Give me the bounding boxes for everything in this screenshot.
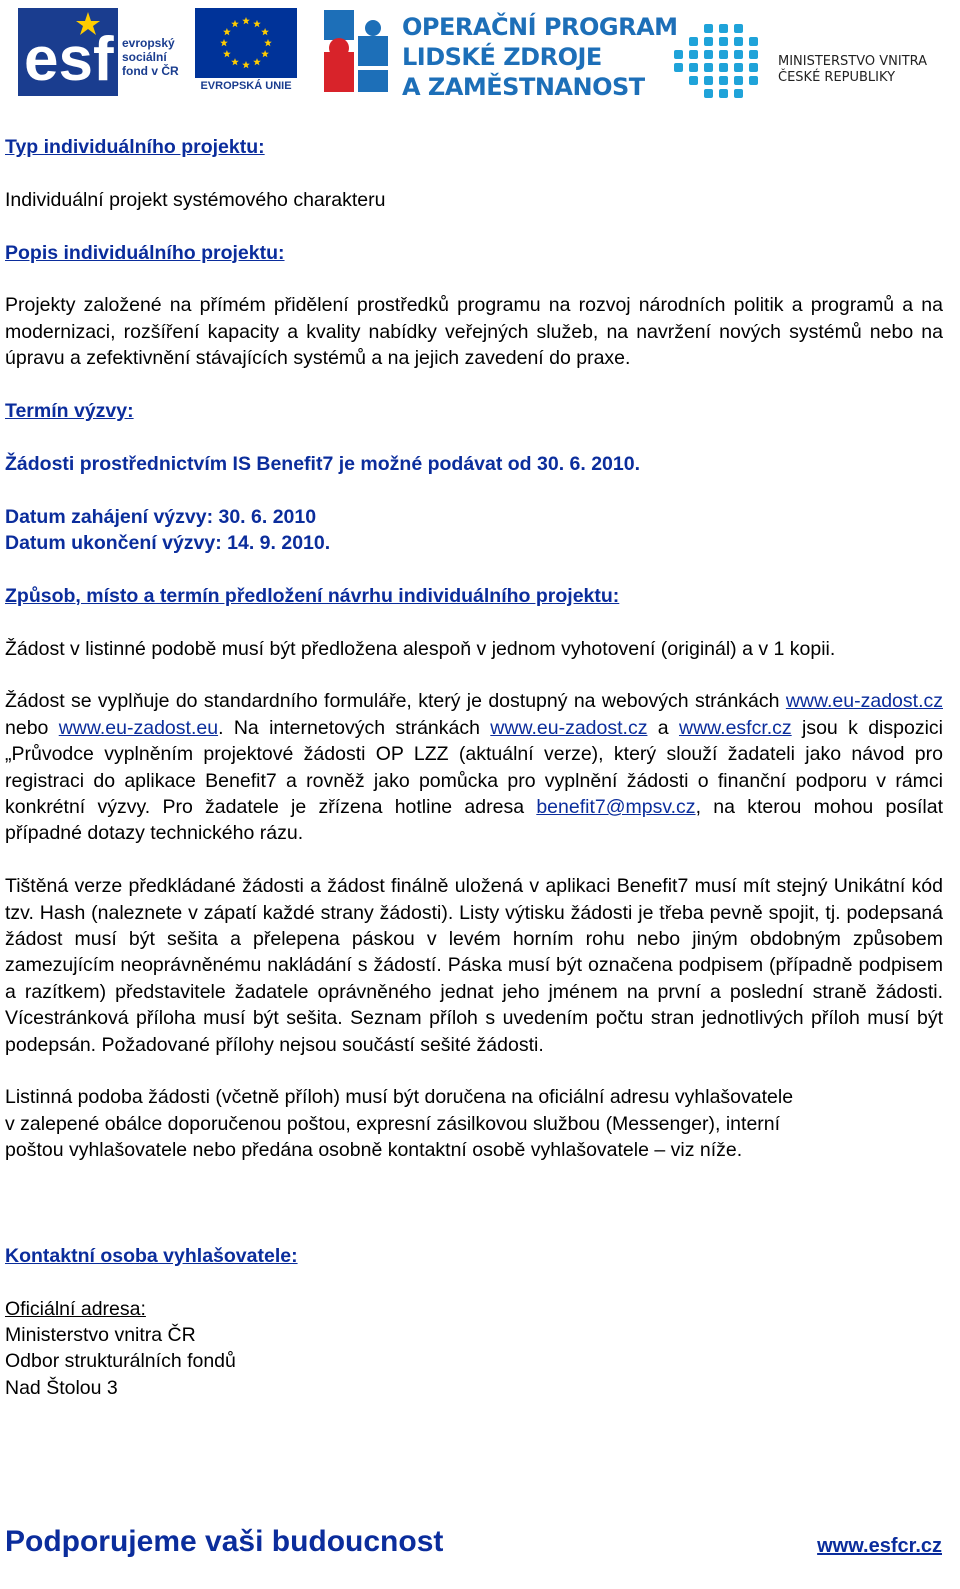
- mv-dot-icon: [704, 89, 713, 98]
- mv-dot-icon: [689, 76, 698, 85]
- termin-heading: Termín výzvy:: [5, 400, 134, 422]
- zpusob-heading: Způsob, místo a termín předložení návrhu individuálního projektu:: [5, 584, 620, 607]
- datum-zahajeni: Datum zahájení výzvy: 30. 6. 2010: [5, 505, 317, 528]
- mv-dot-icon: [674, 50, 683, 59]
- eu-text: EVROPSKÁ UNIE: [200, 80, 292, 92]
- link-eu-zadost-cz-2[interactable]: www.eu-zadost.cz: [490, 716, 648, 739]
- mv-dot-icon: [719, 24, 728, 33]
- zpusob-paragraph-1: Žádost v listinné podobě musí být předložena alespoň v jednom vyhotovení (originál) a v 1 kopii.: [5, 637, 836, 660]
- header-logos: [0, 0, 960, 110]
- footer-url-link[interactable]: www.esfcr.cz: [817, 1535, 942, 1557]
- mv-dot-icon: [704, 24, 713, 33]
- mv-dot-icon: [749, 50, 758, 59]
- typ-text: Individuální projekt systémového charakteru: [5, 188, 386, 211]
- document-body: [5, 134, 943, 1401]
- mv-dot-icon: [704, 37, 713, 46]
- typ-heading: Typ individuálního projektu:: [5, 136, 265, 158]
- puzzle-icon: [320, 6, 392, 102]
- adresa-line-1: Ministerstvo vnitra ČR: [5, 1324, 196, 1347]
- zpusob-paragraph-3: Tištěná verze předkládané žádosti a žádost finálně uložená v aplikaci Benefit7 musí mít stejný Unikátní kód tzv. Hash (naleznete v zápatí každé strany žádosti). Listy výtisku žádosti je třeba pevně spojit, tj. podepsaná žádost musí být sešita a přelepena páskou v levém horním rohu nebo jiným obdobným způsobem zamezujícím neoprávněnému nakládání s žádostí. Páska musí být označena podpisem (případně podpisem a razítkem) představitele žadatele oprávněného jednat jeho jménem na první a poslední straně žádosti. Vícestránková příloha musí být sešita. Seznam příloh s uvedením počtu stran jednotlivých příloh musí být podepsán. Požadované přílohy nejsou součástí sešité žádosti.: [5, 875, 943, 1056]
- kontakt-heading: Kontaktní osoba vyhlašovatele:: [5, 1244, 298, 1267]
- mv-cr-text: MINISTERSTVO VNITRA ČESKÉ REPUBLIKY: [778, 54, 928, 85]
- zpusob-paragraph-4-line-2: v zalepené obálce doporučenou poštou, expresní zásilkovou službou (Messenger), interní: [5, 1112, 781, 1135]
- datum-ukonceni: Datum ukončení výzvy: 14. 9. 2010.: [5, 532, 331, 554]
- op-lzz-text: OPERAČNÍ PROGRAM LIDSKÉ ZDROJE A ZAMĚSTNANOST: [402, 13, 678, 101]
- mv-dot-icon: [719, 50, 728, 59]
- mv-dot-icon: [734, 89, 743, 98]
- termin-text: Žádosti prostřednictvím IS Benefit7 je možné podávat od 30. 6. 2010.: [5, 452, 641, 475]
- mv-dot-icon: [734, 76, 743, 85]
- esf-logo: [18, 8, 188, 96]
- mv-dot-icon: [689, 50, 698, 59]
- mv-dot-icon: [704, 50, 713, 59]
- eu-flag-icon: [195, 8, 297, 78]
- esf-text: evropský sociální fond v ČR: [122, 36, 179, 78]
- link-eu-zadost-eu[interactable]: www.eu-zadost.eu: [58, 716, 219, 739]
- mv-dot-icon: [704, 76, 713, 85]
- dots-icon: [668, 22, 768, 106]
- mv-dot-icon: [704, 63, 713, 72]
- zpusob-paragraph-4-line-3: poštou vyhlašovatele nebo předána osobně kontaktní osobě vyhlašovatele – viz níže.: [5, 1139, 743, 1162]
- mv-dot-icon: [749, 37, 758, 46]
- mv-dot-icon: [674, 63, 683, 72]
- popis-heading: Popis individuálního projektu:: [5, 241, 285, 264]
- adresa-label: Oficiální adresa:: [5, 1297, 146, 1320]
- mv-dot-icon: [734, 37, 743, 46]
- link-esfcr[interactable]: www.esfcr.cz: [678, 716, 792, 739]
- mv-dot-icon: [719, 76, 728, 85]
- link-eu-zadost-cz[interactable]: www.eu-zadost.cz: [785, 690, 943, 713]
- mv-dot-icon: [734, 50, 743, 59]
- zpusob-paragraph-2: Žádost se vyplňuje do standardního formuláře, který je dostupný na webových stránkách www.eu-zadost.cz nebo www.eu-zadost.eu. Na internetových stránkách www.eu-zadost.cz a www.esfcr.cz jsou k dispozici „Průvodce vyplněním projektové žádosti OP LZZ (aktuální verze), který slouží žadateli jako návod pro registraci do aplikace Benefit7 a rovněž jako pomůcka pro vyplnění žádosti o finanční podporu v rámci konkrétní výzvy. Pro žadatele je zřízena hotline adresa benefit7@mpsv.cz, na kterou mohou posílat případné dotazy technického rázu.: [5, 690, 943, 845]
- mv-dot-icon: [734, 24, 743, 33]
- esf-big-text: esf: [24, 25, 114, 94]
- adresa-line-2: Odbor strukturálních fondů: [5, 1350, 236, 1373]
- mv-cr-logo: [668, 22, 958, 106]
- mv-dot-icon: [749, 76, 758, 85]
- mv-dot-icon: [749, 63, 758, 72]
- mv-dot-icon: [689, 63, 698, 72]
- mv-dot-icon: [734, 63, 743, 72]
- mv-dot-icon: [689, 37, 698, 46]
- eu-logo: [195, 8, 297, 96]
- adresa-line-3: Nad Štolou 3: [5, 1376, 118, 1399]
- mv-dot-icon: [719, 37, 728, 46]
- popis-text: Projekty založené na přímém přidělení prostředků programu na rozvoj národních politik a programů a na modernizaci, rozšíření kapacity a kvality nabídky veřejných služeb, na navržení nových systémů nebo na úpravu a zefektivnění stávajících systémů a na jejich zavedení do praxe.: [5, 294, 943, 370]
- footer-slogan: Podporujeme vaši budoucnost: [5, 1525, 444, 1558]
- op-lzz-logo: [320, 4, 678, 104]
- zpusob-paragraph-4-line-1: Listinná podoba žádosti (včetně příloh) musí být doručena na oficiální adresu vyhlašovatele: [5, 1086, 794, 1109]
- mv-dot-icon: [719, 63, 728, 72]
- mv-dot-icon: [719, 89, 728, 98]
- link-benefit7-email[interactable]: benefit7@mpsv.cz: [536, 796, 696, 819]
